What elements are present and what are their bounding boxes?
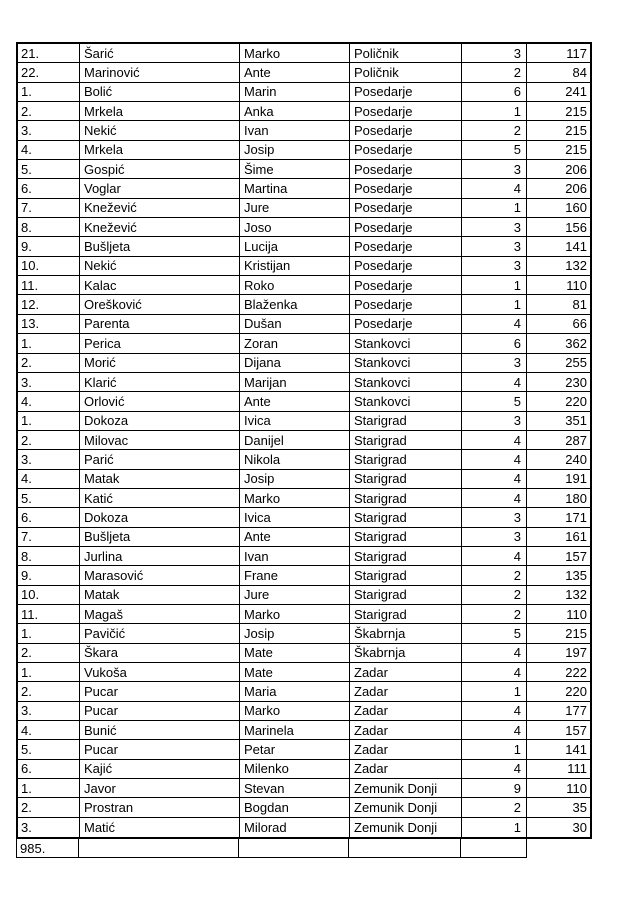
cell-place: Škabrnja (350, 644, 462, 662)
cell-place: Posedarje (350, 218, 462, 236)
cell-first-name: Kristijan (240, 257, 350, 275)
cell-place: Stankovci (350, 334, 462, 352)
cell-surname: Parenta (80, 315, 240, 333)
cell-place: Posedarje (350, 121, 462, 139)
table-row (18, 818, 590, 837)
cell-place: Zadar (350, 740, 462, 758)
cell-first-name: Marin (240, 83, 350, 101)
cell-number-2: 220 (565, 684, 587, 700)
cell-first-name: Marinela (240, 721, 350, 739)
cell-number-2: 287 (565, 432, 587, 448)
cell-ordinal: 11. (18, 605, 80, 623)
cell-place: Starigrad (350, 586, 462, 604)
cell-place: Starigrad (350, 450, 462, 468)
cell-number-2: 141 (565, 742, 587, 758)
cell-number-2: 206 (565, 181, 587, 197)
cell-first-name: Joso (240, 218, 350, 236)
cell-first-name: Anka (240, 102, 350, 120)
cell-number-2: 215 (565, 123, 587, 139)
cell-ordinal: 21. (18, 44, 80, 62)
table-row (18, 199, 590, 218)
table-row (18, 218, 590, 237)
cell-place: Zadar (350, 702, 462, 720)
cell-ordinal: 1. (18, 779, 80, 797)
table-row (18, 450, 590, 469)
cell-surname: Pucar (80, 682, 240, 700)
table-row (18, 489, 590, 508)
cell-place: Zadar (350, 663, 462, 681)
cell-ordinal: 2. (18, 354, 80, 372)
cell-first-name: Ante (240, 528, 350, 546)
cell-number-1: 3 (462, 508, 527, 526)
cell-ordinal: 6. (18, 760, 80, 778)
cell-number-2: 215 (565, 142, 587, 158)
cell-number-1: 1 (462, 818, 527, 837)
table-row (18, 586, 590, 605)
cell-ordinal: 4. (18, 470, 80, 488)
table-row (18, 624, 590, 643)
cell-first-name: Ivan (240, 121, 350, 139)
cell-surname: Vukoša (80, 663, 240, 681)
cell-number-2: 222 (565, 664, 587, 680)
cell-first-name: Ante (240, 63, 350, 81)
cell-number-2: 110 (566, 780, 587, 796)
cell-place: Zadar (350, 760, 462, 778)
cell-place: Starigrad (350, 412, 462, 430)
cell-number-2: 362 (565, 335, 587, 351)
cell-surname: Parić (80, 450, 240, 468)
table-row (18, 605, 590, 624)
cell-place: Starigrad (350, 566, 462, 584)
cell-number-1: 2 (462, 586, 527, 604)
cell-number-2: 255 (565, 355, 587, 371)
cell-number-2: 157 (565, 548, 587, 564)
cell-place: Starigrad (350, 470, 462, 488)
cell-first-name: Ivica (240, 412, 350, 430)
cell-place: Starigrad (350, 508, 462, 526)
table-row (18, 334, 590, 353)
cell-number-2: 135 (565, 567, 587, 583)
cell-surname: Jurlina (80, 547, 240, 565)
cell-place: Posedarje (350, 141, 462, 159)
table-row (18, 295, 590, 314)
table-row (18, 528, 590, 547)
cell-ordinal: 3. (18, 702, 80, 720)
table-row (18, 470, 590, 489)
cell-number-1: 4 (462, 315, 527, 333)
cell-place: Posedarje (350, 179, 462, 197)
cell-first-name: Roko (240, 276, 350, 294)
cell-place: Starigrad (350, 547, 462, 565)
cell-first-name: Dušan (240, 315, 350, 333)
cell-number-2: 35 (572, 800, 587, 816)
cell-number-2: 132 (565, 587, 587, 603)
cell-surname: Knežević (80, 218, 240, 236)
cell-surname: Prostran (80, 798, 240, 816)
cell-first-name: Danijel (240, 431, 350, 449)
table-row (18, 315, 590, 334)
cell-ordinal: 3. (18, 373, 80, 391)
cell-first-name: Ivica (240, 508, 350, 526)
cell-place: Poličnik (350, 63, 462, 81)
cell-first-name: Bogdan (240, 798, 350, 816)
table-row (18, 121, 590, 140)
cell-number-1: 4 (462, 450, 527, 468)
cell-ordinal: 1. (18, 334, 80, 352)
cell-number-2: 171 (565, 509, 587, 525)
cell-place: Posedarje (350, 315, 462, 333)
cell-number-2: 157 (565, 722, 587, 738)
cell-surname: Klarić (80, 373, 240, 391)
cell-surname: Bušljeta (80, 237, 240, 255)
cell-first-name: Milenko (240, 760, 350, 778)
cell-number-1: 4 (462, 760, 527, 778)
cell-number-2: 215 (565, 103, 587, 119)
table-row (18, 141, 590, 160)
cell-place: Stankovci (350, 373, 462, 391)
cell-ordinal: 4. (18, 141, 80, 159)
cell-place: Posedarje (350, 295, 462, 313)
cell-number-1: 1 (462, 199, 527, 217)
cell-number-2: 132 (565, 258, 587, 274)
cell-number-1: 5 (462, 141, 527, 159)
cell-number-1: 4 (462, 179, 527, 197)
cell-number-1: 1 (462, 295, 527, 313)
cell-ordinal: 5. (18, 489, 80, 507)
cell-surname: Mrkela (80, 102, 240, 120)
table-row (18, 354, 590, 373)
table-row (18, 779, 590, 798)
cell-number-1: 3 (462, 160, 527, 178)
cell-surname: Pucar (80, 702, 240, 720)
table-row (18, 237, 590, 256)
cell-first-name: Ivan (240, 547, 350, 565)
cell-number-1: 2 (462, 605, 527, 623)
cell-place: Posedarje (350, 160, 462, 178)
total-cell-place (349, 839, 461, 857)
table-row (18, 760, 590, 779)
cell-number-1: 4 (462, 470, 527, 488)
cell-ordinal: 6. (18, 508, 80, 526)
cell-surname: Voglar (80, 179, 240, 197)
cell-ordinal: 9. (18, 237, 80, 255)
cell-surname: Mrkela (80, 141, 240, 159)
cell-first-name: Blaženka (240, 295, 350, 313)
cell-surname: Matak (80, 470, 240, 488)
cell-number-2: 206 (565, 161, 587, 177)
cell-number-1: 4 (462, 663, 527, 681)
cell-number-1: 4 (462, 702, 527, 720)
cell-first-name: Marijan (240, 373, 350, 391)
table-row (18, 644, 590, 663)
table-row (18, 412, 590, 431)
cell-number-1: 3 (462, 412, 527, 430)
table-row (18, 663, 590, 682)
cell-ordinal: 1. (18, 83, 80, 101)
cell-number-1: 4 (462, 373, 527, 391)
cell-number-1: 4 (462, 644, 527, 662)
cell-place: Stankovci (350, 354, 462, 372)
cell-place: Posedarje (350, 257, 462, 275)
cell-number-2: 81 (572, 297, 587, 313)
cell-number-2: 66 (572, 316, 587, 332)
cell-surname: Šarić (80, 44, 240, 62)
cell-place: Starigrad (350, 489, 462, 507)
cell-number-2: 230 (565, 374, 587, 390)
cell-place: Posedarje (350, 102, 462, 120)
cell-number-1: 2 (462, 121, 527, 139)
total-row (16, 839, 527, 858)
cell-surname: Orlović (80, 392, 240, 410)
cell-place: Starigrad (350, 605, 462, 623)
results-table-body (16, 42, 592, 839)
total-cell-number-1 (461, 839, 526, 857)
cell-number-1: 5 (462, 624, 527, 642)
cell-number-1: 3 (462, 218, 527, 236)
cell-first-name: Zoran (240, 334, 350, 352)
cell-surname: Orešković (80, 295, 240, 313)
table-row (18, 566, 590, 585)
cell-surname: Matić (80, 818, 240, 837)
cell-ordinal: 3. (18, 450, 80, 468)
cell-number-1: 2 (462, 566, 527, 584)
cell-ordinal: 2. (18, 431, 80, 449)
cell-first-name: Marko (240, 489, 350, 507)
cell-number-1: 2 (462, 798, 527, 816)
cell-surname: Nekić (80, 257, 240, 275)
cell-number-1: 3 (462, 257, 527, 275)
cell-first-name: Josip (240, 470, 350, 488)
cell-number-2: 84 (572, 65, 587, 81)
cell-place: Zadar (350, 682, 462, 700)
total-cell-ordinal: 985. (17, 839, 79, 857)
cell-number-1: 4 (462, 547, 527, 565)
total-cell-surname (79, 839, 239, 857)
cell-surname: Bušljeta (80, 528, 240, 546)
cell-surname: Kalac (80, 276, 240, 294)
cell-surname: Javor (80, 779, 240, 797)
results-table (16, 42, 592, 858)
cell-number-1: 6 (462, 83, 527, 101)
cell-ordinal: 10. (18, 257, 80, 275)
cell-surname: Pucar (80, 740, 240, 758)
cell-number-1: 3 (462, 237, 527, 255)
cell-surname: Bunić (80, 721, 240, 739)
cell-first-name: Martina (240, 179, 350, 197)
cell-surname: Pavičić (80, 624, 240, 642)
cell-number-2: 160 (565, 200, 587, 216)
cell-surname: Perica (80, 334, 240, 352)
cell-first-name: Milorad (240, 818, 350, 837)
table-row (18, 160, 590, 179)
cell-ordinal: 5. (18, 160, 80, 178)
total-cell-first-name (239, 839, 349, 857)
cell-place: Poličnik (350, 44, 462, 62)
table-row (18, 179, 590, 198)
table-row (18, 508, 590, 527)
cell-ordinal: 3. (18, 121, 80, 139)
cell-ordinal: 11. (18, 276, 80, 294)
cell-number-2: 117 (566, 45, 587, 61)
cell-place: Zemunik Donji (350, 779, 462, 797)
cell-first-name: Josip (240, 624, 350, 642)
cell-ordinal: 1. (18, 663, 80, 681)
cell-surname: Bolić (80, 83, 240, 101)
cell-ordinal: 9. (18, 566, 80, 584)
cell-number-1: 6 (462, 334, 527, 352)
cell-first-name: Marko (240, 44, 350, 62)
cell-surname: Dokoza (80, 508, 240, 526)
cell-place: Zemunik Donji (350, 818, 462, 837)
cell-number-2: 215 (565, 625, 587, 641)
cell-ordinal: 7. (18, 528, 80, 546)
cell-number-1: 1 (462, 682, 527, 700)
table-row (18, 798, 590, 817)
cell-place: Posedarje (350, 199, 462, 217)
cell-number-1: 1 (462, 102, 527, 120)
cell-ordinal: 6. (18, 179, 80, 197)
cell-number-1: 3 (462, 44, 527, 62)
cell-number-2: 161 (565, 529, 587, 545)
table-row (18, 547, 590, 566)
cell-first-name: Mate (240, 644, 350, 662)
cell-number-2: 30 (572, 819, 587, 835)
table-row (18, 373, 590, 392)
cell-first-name: Ante (240, 392, 350, 410)
cell-ordinal: 1. (18, 624, 80, 642)
cell-first-name: Dijana (240, 354, 350, 372)
table-row (18, 392, 590, 411)
cell-ordinal: 2. (18, 102, 80, 120)
cell-number-1: 9 (462, 779, 527, 797)
cell-place: Zemunik Donji (350, 798, 462, 816)
cell-ordinal: 4. (18, 392, 80, 410)
cell-number-2: 240 (565, 451, 587, 467)
cell-first-name: Frane (240, 566, 350, 584)
cell-surname: Marinović (80, 63, 240, 81)
cell-number-1: 4 (462, 489, 527, 507)
cell-number-2: 351 (565, 413, 587, 429)
cell-ordinal: 2. (18, 682, 80, 700)
table-row (18, 276, 590, 295)
cell-first-name: Mate (240, 663, 350, 681)
cell-number-2: 180 (565, 490, 587, 506)
cell-number-1: 1 (462, 276, 527, 294)
cell-ordinal: 2. (18, 798, 80, 816)
cell-ordinal: 7. (18, 199, 80, 217)
cell-first-name: Josip (240, 141, 350, 159)
table-row (18, 702, 590, 721)
table-row (18, 257, 590, 276)
cell-number-1: 4 (462, 431, 527, 449)
table-row (18, 740, 590, 759)
cell-surname: Škara (80, 644, 240, 662)
table-row (18, 44, 590, 63)
cell-number-1: 5 (462, 392, 527, 410)
cell-surname: Milovac (80, 431, 240, 449)
cell-first-name: Jure (240, 199, 350, 217)
cell-number-1: 3 (462, 528, 527, 546)
cell-ordinal: 13. (18, 315, 80, 333)
cell-surname: Knežević (80, 199, 240, 217)
cell-surname: Marasović (80, 566, 240, 584)
table-row (18, 431, 590, 450)
cell-ordinal: 22. (18, 63, 80, 81)
cell-place: Stankovci (350, 392, 462, 410)
cell-number-2: 156 (565, 219, 587, 235)
cell-first-name: Jure (240, 586, 350, 604)
cell-first-name: Marko (240, 605, 350, 623)
table-row (18, 721, 590, 740)
cell-surname: Magaš (80, 605, 240, 623)
cell-ordinal: 8. (18, 547, 80, 565)
cell-ordinal: 8. (18, 218, 80, 236)
cell-ordinal: 1. (18, 412, 80, 430)
table-row (18, 83, 590, 102)
cell-place: Škabrnja (350, 624, 462, 642)
cell-surname: Gospić (80, 160, 240, 178)
cell-surname: Kajić (80, 760, 240, 778)
cell-place: Starigrad (350, 528, 462, 546)
cell-ordinal: 5. (18, 740, 80, 758)
cell-first-name: Lucija (240, 237, 350, 255)
cell-number-2: 141 (565, 239, 587, 255)
cell-place: Posedarje (350, 276, 462, 294)
cell-ordinal: 12. (18, 295, 80, 313)
cell-ordinal: 3. (18, 818, 80, 837)
table-row (18, 102, 590, 121)
cell-number-2: 220 (565, 393, 587, 409)
cell-first-name: Marko (240, 702, 350, 720)
table-row (18, 682, 590, 701)
cell-number-2: 197 (565, 645, 587, 661)
cell-number-1: 3 (462, 354, 527, 372)
cell-first-name: Nikola (240, 450, 350, 468)
cell-surname: Nekić (80, 121, 240, 139)
cell-number-2: 241 (565, 84, 587, 100)
cell-surname: Katić (80, 489, 240, 507)
cell-number-1: 2 (462, 63, 527, 81)
cell-ordinal: 10. (18, 586, 80, 604)
cell-first-name: Maria (240, 682, 350, 700)
cell-number-2: 177 (565, 703, 587, 719)
cell-place: Starigrad (350, 431, 462, 449)
cell-number-2: 110 (566, 606, 587, 622)
cell-ordinal: 4. (18, 721, 80, 739)
cell-place: Posedarje (350, 237, 462, 255)
cell-number-2: 111 (567, 761, 587, 777)
cell-ordinal: 2. (18, 644, 80, 662)
cell-first-name: Petar (240, 740, 350, 758)
cell-number-2: 110 (566, 277, 587, 293)
cell-place: Posedarje (350, 83, 462, 101)
cell-number-1: 4 (462, 721, 527, 739)
cell-number-2: 191 (565, 471, 587, 487)
cell-first-name: Šime (240, 160, 350, 178)
cell-surname: Morić (80, 354, 240, 372)
cell-number-1: 1 (462, 740, 527, 758)
cell-surname: Matak (80, 586, 240, 604)
cell-surname: Dokoza (80, 412, 240, 430)
cell-first-name: Stevan (240, 779, 350, 797)
table-row (18, 63, 590, 82)
cell-place: Zadar (350, 721, 462, 739)
